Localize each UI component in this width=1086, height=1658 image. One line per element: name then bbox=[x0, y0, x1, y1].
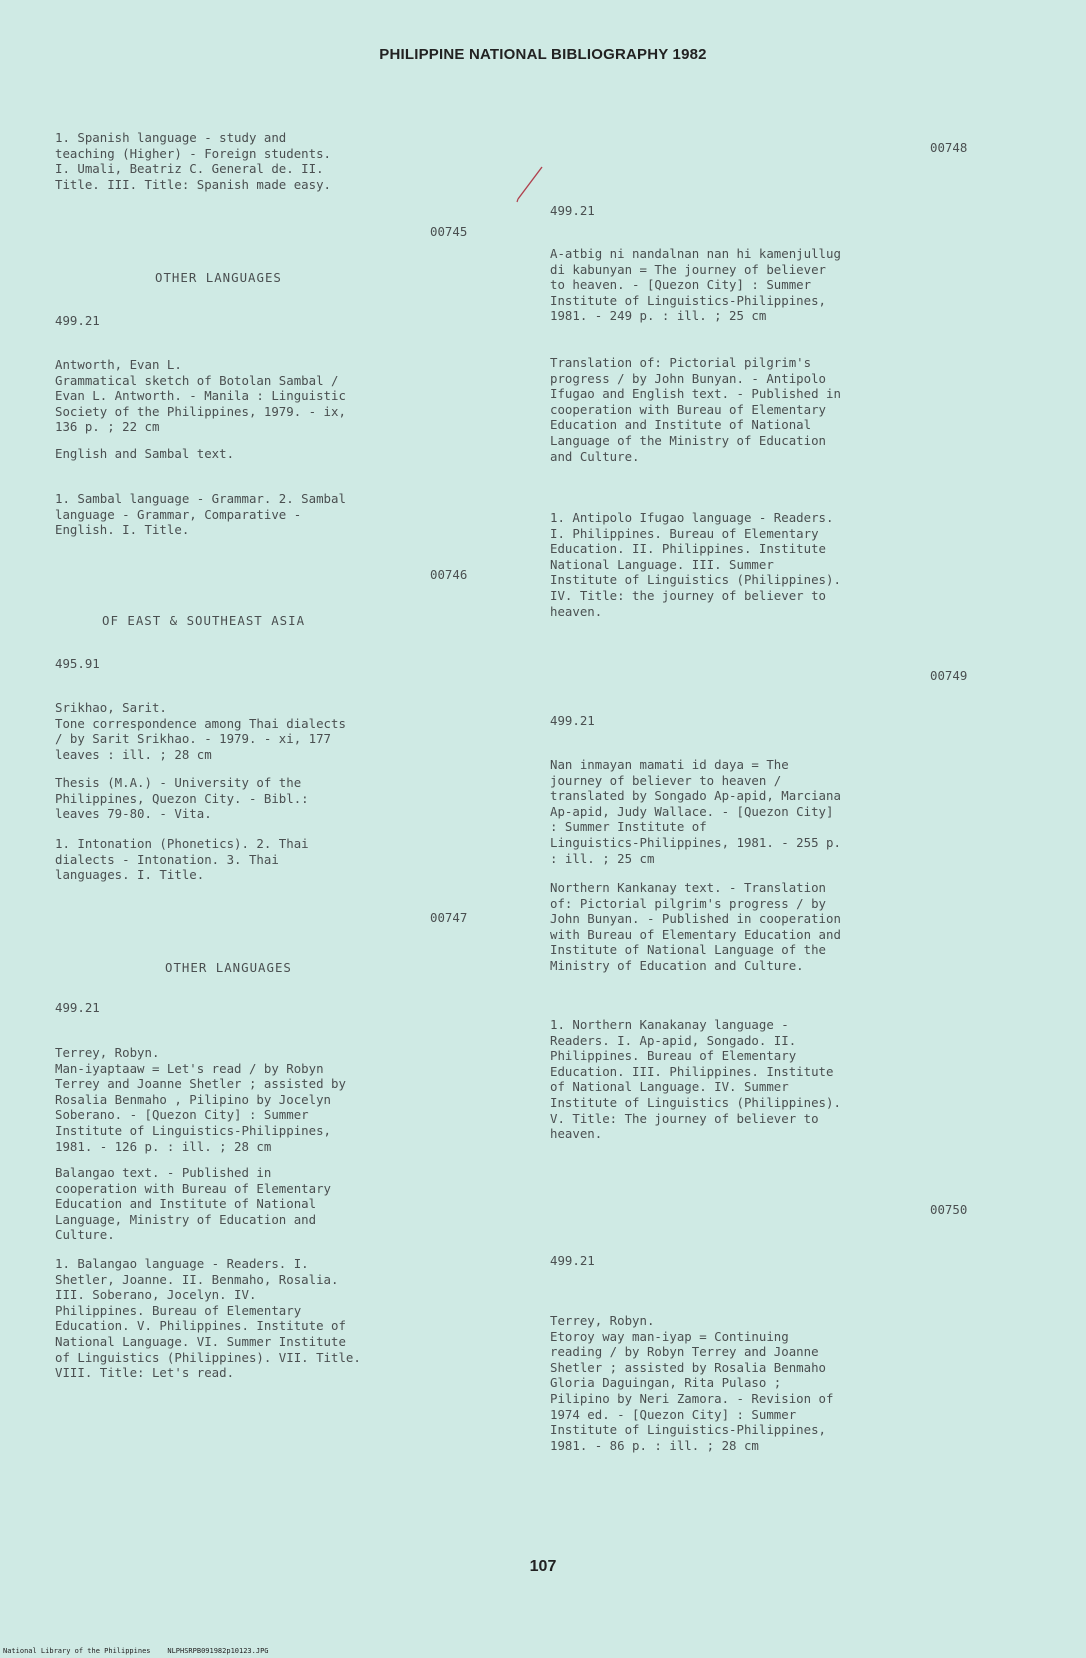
section-heading: OTHER LANGUAGES bbox=[155, 270, 282, 285]
entry-description: Antworth, Evan L. Grammatical sketch of Botolan Sambal / Evan L. Antworth. - Manila : Linguistic Society of the Philippines, 1979. - ix, 136 p. ; 22 cm bbox=[55, 357, 346, 435]
entry-number: 00746 bbox=[430, 567, 468, 582]
entry-number: 00750 bbox=[930, 1202, 968, 1217]
section-heading: OTHER LANGUAGES bbox=[165, 960, 292, 975]
entry-number: 00748 bbox=[930, 140, 968, 155]
subject-headings: 1. Balangao language - Readers. I. Shetler, Joanne. II. Benmaho, Rosalia. III. Soberano, Jocelyn. IV. Philippines. Bureau of Elementary Education. V. Philippines. Institute of National Language. VI. Summer Institute of Linguistics (Philippines). VII. Title. VIII. Title: Let's read. bbox=[55, 1256, 361, 1381]
call-number: 499.21 bbox=[55, 313, 100, 328]
pen-mark bbox=[515, 165, 545, 205]
entry-description: Terrey, Robyn. Man-iyaptaaw = Let's read / by Robyn Terrey and Joanne Shetler ; assisted by Rosalia Benmaho , Pilipino by Jocelyn Soberano. - [Quezon City] : Summer Institute of Linguistics-Philippines, 1981. - 126 p. : ill. ; 28 cm bbox=[55, 1045, 346, 1154]
entry-note: Thesis (M.A.) - University of the Philippines, Quezon City. - Bibl.: leaves 79-80. - Vita. bbox=[55, 775, 309, 822]
subject-headings: 1. Sambal language - Grammar. 2. Sambal language - Grammar, Comparative - English. I. Title. bbox=[55, 491, 346, 538]
entry-description: Nan inmayan mamati id daya = The journey of believer to heaven / translated by Songado Ap-apid, Marciana Ap-apid, Judy Wallace. - [Quezon City] : Summer Institute of Linguistics-Philippines, 1981. - 255 p. : ill. ; 25 cm bbox=[550, 757, 841, 866]
entry-note: Balangao text. - Published in cooperation with Bureau of Elementary Education and Institute of National Language, Ministry of Education and Culture. bbox=[55, 1165, 332, 1243]
call-number: 499.21 bbox=[550, 1253, 595, 1268]
page-title: PHILIPPINE NATIONAL BIBLIOGRAPHY 1982 bbox=[379, 46, 707, 63]
entry-note: English and Sambal text. bbox=[55, 446, 235, 461]
entry-note: Northern Kankanay text. - Translation of: Pictorial pilgrim's progress / by John Bunyan. - Published in cooperation with Bureau of Elementary Education and Institute of National Language of the Ministry of Education and Culture. bbox=[550, 880, 841, 973]
entry-description: Terrey, Robyn. Etoroy way man-iyap = Continuing reading / by Robyn Terrey and Joanne Shetler ; assisted by Rosalia Benmaho Gloria Daguingan, Rita Pulaso ; Pilipino by Neri Zamora. - Revision of 1974 ed. - [Quezon City] : Summer Institute of Linguistics-Philippines, 1981. - 86 p. : ill. ; 28 cm bbox=[550, 1313, 834, 1453]
call-number: 499.21 bbox=[550, 713, 595, 728]
subject-headings: 1. Spanish language - study and teaching (Higher) - Foreign students. I. Umali, Beatriz C. General de. II. Title. III. Title: Spanish made easy. bbox=[55, 130, 332, 192]
page-number: 107 bbox=[529, 1558, 557, 1575]
subject-headings: 1. Intonation (Phonetics). 2. Thai dialects - Intonation. 3. Thai languages. I. Title. bbox=[55, 836, 309, 883]
entry-description: Srikhao, Sarit. Tone correspondence among Thai dialects / by Sarit Srikhao. - 1979. - xi, 177 leaves : ill. ; 28 cm bbox=[55, 700, 346, 762]
entry-number: 00745 bbox=[430, 224, 468, 239]
entry-note: Translation of: Pictorial pilgrim's progress / by John Bunyan. - Antipolo Ifugao and English text. - Published in cooperation with Bureau of Elementary Education and Institute of National Language of the Ministry of Education and Culture. bbox=[550, 355, 841, 464]
call-number: 499.21 bbox=[550, 203, 595, 218]
entry-number: 00749 bbox=[930, 668, 968, 683]
subject-headings: 1. Northern Kanakanay language - Readers. I. Ap-apid, Songado. II. Philippines. Bureau of Elementary Education. III. Philippines. Institute of National Language. IV. Summer Institute of Linguistics (Philippines). V. Title: The journey of believer to heaven. bbox=[550, 1017, 841, 1142]
section-heading: OF EAST & SOUTHEAST ASIA bbox=[102, 613, 306, 628]
entry-description: A-atbig ni nandalnan nan hi kamenjullug di kabunyan = The journey of believer to heaven. - [Quezon City] : Summer Institute of Linguistics-Philippines, 1981. - 249 p. : ill. ; 25 cm bbox=[550, 246, 841, 324]
footer-caption: National Library of the Philippines NLPHSRPB091982p10123.JPG bbox=[3, 1647, 269, 1655]
call-number: 499.21 bbox=[55, 1000, 100, 1015]
subject-headings: 1. Antipolo Ifugao language - Readers. I. Philippines. Bureau of Elementary Education. II. Philippines. Institute National Language. III. Summer Institute of Linguistics (Philippines). IV. Title: the journey of believer to heaven. bbox=[550, 510, 841, 619]
entry-number: 00747 bbox=[430, 910, 468, 925]
call-number: 495.91 bbox=[55, 656, 100, 671]
